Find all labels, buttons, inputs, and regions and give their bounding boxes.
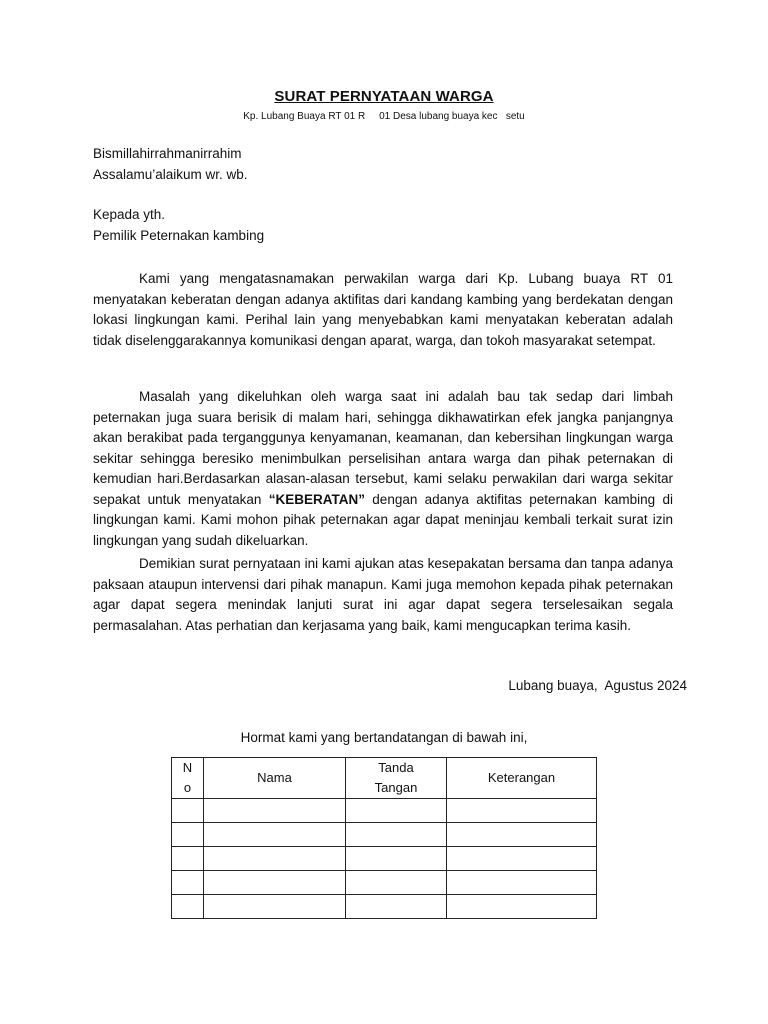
document-address: Kp. Lubang Buaya RT 01 R 01 Desa lubang buaya kec setu [243, 111, 525, 122]
header-no: No [172, 758, 204, 799]
table-row [172, 895, 597, 919]
cell-remarks [447, 823, 597, 847]
cell-no [172, 871, 204, 895]
place-and-date: Lubang buaya, Agustus 2024 [508, 678, 687, 693]
recipient-line-1: Kepada yth. [93, 207, 166, 222]
header-signature: Tanda Tangan [346, 758, 447, 799]
cell-remarks [447, 799, 597, 823]
recipient-line-2: Pemilik Peternakan kambing [93, 228, 265, 243]
cell-signature [346, 823, 447, 847]
document-title: SURAT PERNYATAAN WARGA [274, 88, 494, 105]
paragraph-2-text-before: Masalah yang dikeluhkan oleh warga saat ini adalah bau tak sedap dari limbah peternakan juga suara berisik di malam hari, sehingga dikhawatirkan efek jangka panjangnya akan berakibat pada terganggunya kenyamanan, keamanan, dan kebersihan lingkungan warga sekitar sehingga beresiko menimbulkan perselisihan antara warga dan pihak peternakan di kemudian hari.Berdasarkan alasan-alasan tersebut, kami selaku perwakilan dari warga sekitar sepakat untuk menyatakan [93, 389, 673, 507]
cell-name [204, 823, 346, 847]
cell-signature [346, 799, 447, 823]
cell-remarks [447, 871, 597, 895]
cell-signature [346, 871, 447, 895]
greeting-basmalah: Bismillahirrahmanirrahim [93, 146, 242, 161]
cell-name [204, 847, 346, 871]
paragraph-2-text-after: dengan adanya aktifitas peternakan kambing di lingkungan kami. Kami mohon pihak peternakan agar dapat meninjau kembali terkait surat izin lingkungan yang sudah dikeluarkan. [93, 491, 673, 548]
table-row [172, 871, 597, 895]
body-paragraph-1 [93, 269, 673, 351]
cell-name [204, 871, 346, 895]
cell-no [172, 847, 204, 871]
cell-remarks [447, 847, 597, 871]
header-remarks: Keterangan [447, 758, 597, 799]
cell-name [204, 799, 346, 823]
signature-intro: Hormat kami yang bertandatangan di bawah ini, [240, 730, 528, 745]
body-paragraph-2 [93, 387, 673, 551]
body-paragraph-3 [93, 554, 673, 636]
table-row [172, 799, 597, 823]
paragraph-3-text: Demikian surat pernyataan ini kami ajukan atas kesepakatan bersama dan tanpa adanya paksaan ataupun intervensi dari pihak manapun. Kami juga memohon kepada pihak peternakan agar dapat segera menindak lanjuti surat ini agar dapat segera terselesaikan segala permasalahan. Atas perhatian dan kerjasama yang baik, kami mengucapkan terima kasih. [93, 556, 673, 633]
signature-table [171, 757, 597, 919]
table-row [172, 823, 597, 847]
signature-table-header [172, 758, 597, 799]
cell-signature [346, 895, 447, 919]
cell-no [172, 823, 204, 847]
keberatan-emphasis: “KEBERATAN” [268, 491, 365, 507]
cell-no [172, 799, 204, 823]
greeting-salam: Assalamu’alaikum wr. wb. [93, 167, 248, 182]
table-row [172, 847, 597, 871]
cell-name [204, 895, 346, 919]
cell-remarks [447, 895, 597, 919]
header-name: Nama [204, 758, 346, 799]
cell-signature [346, 847, 447, 871]
cell-no [172, 895, 204, 919]
paragraph-1-text: Kami yang mengatasnamakan perwakilan warga dari Kp. Lubang buaya RT 01 menyatakan keberatan dengan adanya aktifitas dari kandang kambing yang berdekatan dengan lokasi lingkungan kami. Perihal lain yang menyebabkan kami menyatakan keberatan adalah tidak diselenggarakannya komunikasi dengan aparat, warga, dan tokoh masyarakat setempat. [93, 271, 673, 348]
